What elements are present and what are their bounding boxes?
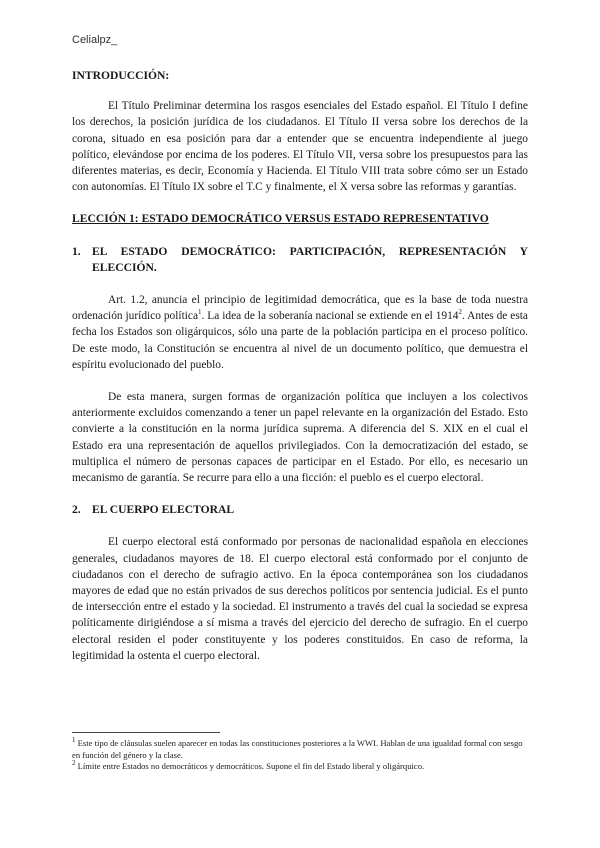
footnote-mark-2: 2 [72, 759, 76, 768]
section1-p1-text-c: . Antes de esta fecha los Estados son oligárquicos, sólo una parte de la población participa en el proceso político. De este modo, la Constitución se encuentra al nivel de un documento político, que demuestra el espíritu evolucionado del pueblo. [72, 310, 528, 371]
footnote-2 [72, 761, 528, 773]
section2-paragraph-1: El cuerpo electoral está conformado por personas de nacionalidad española en elecciones generales, ciudadanos mayores de 18. El cuerpo electoral está conformado por el conjunto de ciudadanos con el derecho de sufragio activo. En la época contemporánea son los ciudadanos mayores de edad que no están privados de sus derechos políticos por sentencia judicial. Es el punto de intersección entre el estado y la sociedad. El instrumento a través del cual la sociedad se expresa políticamente dirigiéndose a sí misma a través del ejercicio del derecho de sufragio. En el cuerpo electoral residen el poder constituyente y los poderes constituidos. En caso de reforma, la legitimidad la ostenta el cuerpo electoral. [72, 536, 528, 662]
footnote-text-2: Límite entre Estados no democráticos y democráticos. Supone el fin del Estado liberal y oligárquico. [75, 761, 425, 772]
section1-number: 1. [72, 244, 81, 258]
lesson-title: LECCIÓN 1: ESTADO DEMOCRÁTICO VERSUS ESTADO REPRESENTATIVO [72, 212, 489, 226]
footnotes [72, 738, 528, 773]
document-body [72, 68, 528, 664]
footnote-mark-1: 1 [72, 736, 76, 745]
section1-p1-text-a: Art. 1.2, anuncia el principio de legitimidad democrática, que es la base de toda nuestra ordenación jurídico política [72, 294, 528, 323]
section1-paragraph-2: De esta manera, surgen formas de organización política que incluyen a los colectivos anteriormente excluidos comenzando a tener un papel relevante en la organización del Estado. Esto convierte a la constitución en la norma jurídica suprema. A diferencia del S. XIX en el cual el Estado era una representación de aquellos privilegiados. Con la democratización del estado, se multiplica el número de personas capaces de participar en el Estado. Por ello, es necesario un mecanismo de garantía. Se recurre para ello a una ficción: el pueblo es el cuerpo electoral. [72, 391, 528, 485]
section1-paragraph-1 [72, 292, 528, 373]
section1-p1-text-b: . La idea de la soberanía nacional se extiende en el 1914 [201, 310, 459, 323]
footnote-separator [72, 732, 220, 733]
section1-title: EL ESTADO DEMOCRÁTICO: PARTICIPACIÓN, REPRESENTACIÓN Y ELECCIÓN. [92, 244, 528, 274]
footnote-ref-2[interactable]: 2 [458, 308, 462, 317]
footnote-ref-1[interactable]: 1 [198, 308, 202, 317]
footnote-text-1: Este tipo de cláusulas suelen aparecer en todas las constituciones posteriores a la WWI. Hablan de una igualdad formal con sesgo en función del género y la clase. [72, 738, 523, 760]
section2-number: 2. [72, 503, 81, 517]
footnote-1 [72, 738, 528, 761]
section1-heading [72, 244, 528, 276]
section2-heading [72, 502, 528, 518]
author-header: Celialpz_ [72, 34, 118, 46]
section2-title: EL CUERPO ELECTORAL [92, 503, 235, 517]
intro-paragraph: El Título Preliminar determina los rasgos esenciales del Estado español. El Título I define los derechos, la posición jurídica de los ciudadanos. El Título II versa sobre los derechos de la corona, situado en esa posición para dar a entender que se encuentra independiente al juego político, elevándose por encima de los poderes. El Título VII, versa sobre los presupuestos para las diferentes materias, es decir, Economía y Hacienda. El Título VIII trata sobre cómo ser un Estado con autonomías. El Título IX sobre el T.C y finalmente, el X versa sobre las reformas y garantías. [72, 100, 528, 194]
intro-heading: INTRODUCCIÓN: [72, 69, 170, 82]
